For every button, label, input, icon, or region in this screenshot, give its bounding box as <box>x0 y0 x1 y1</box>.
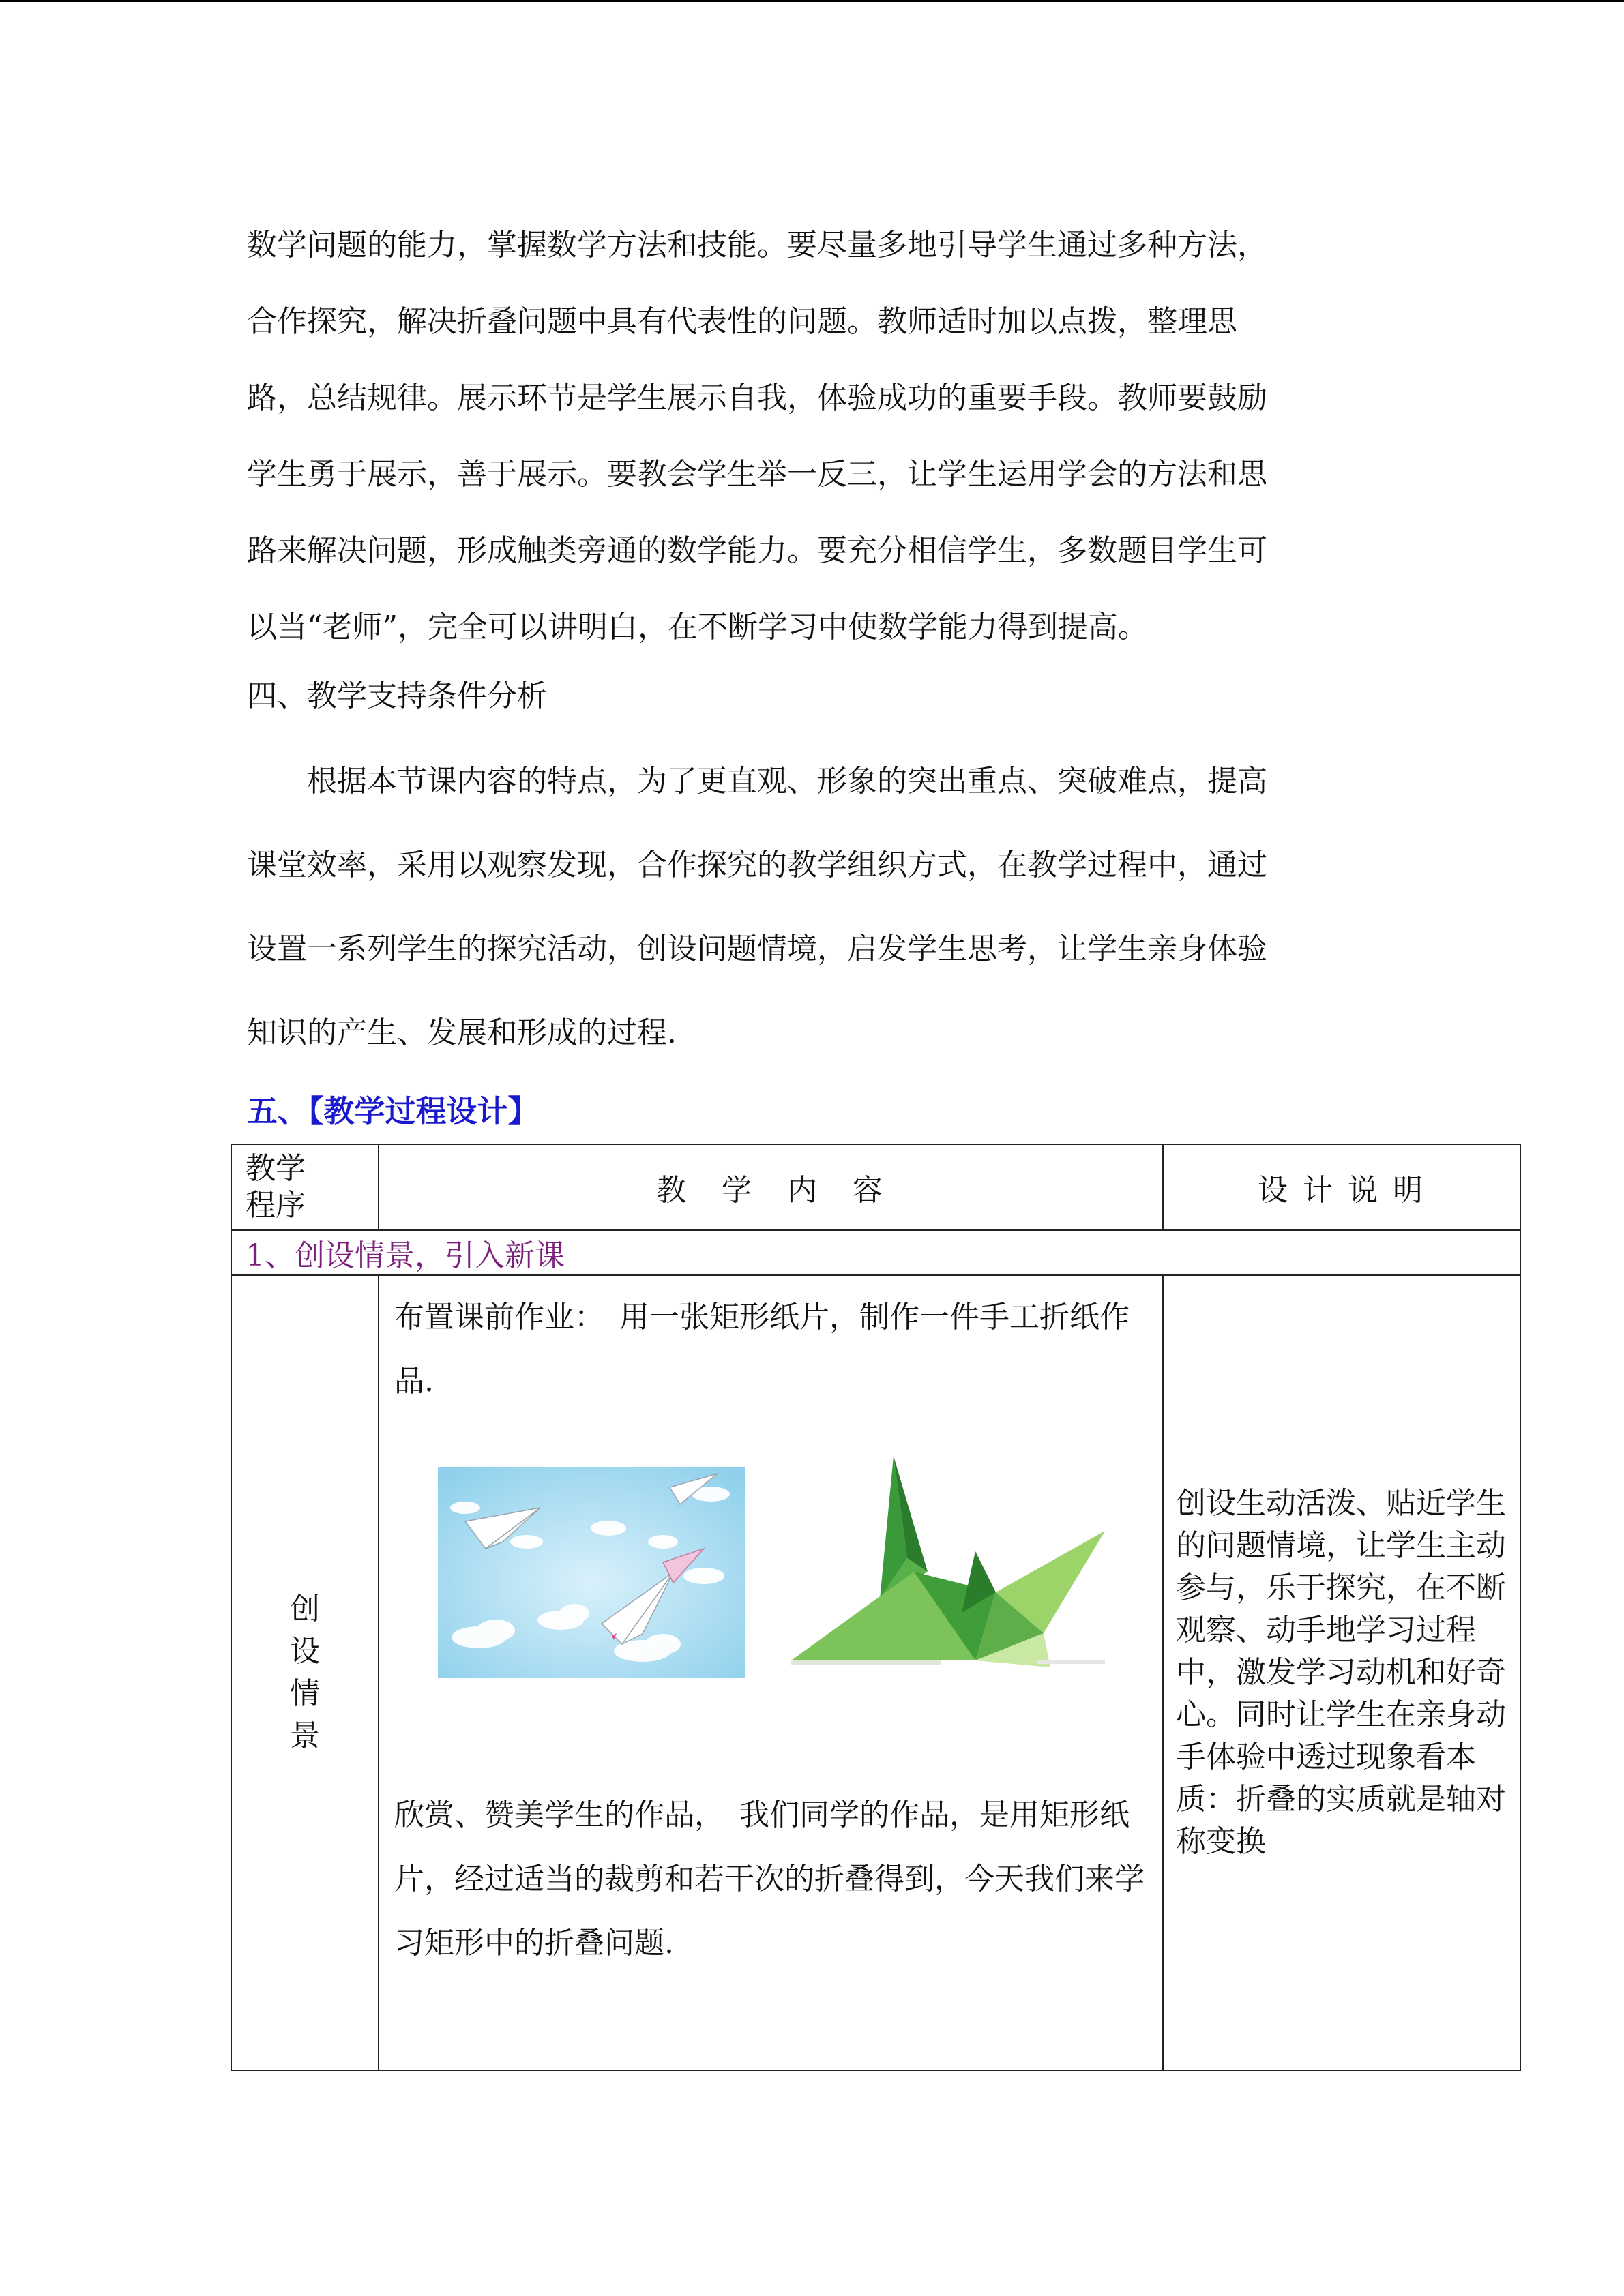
intro-line: 路，总结规律。展示环节是学生展示自我，体验成功的重要手段。教师要鼓励 <box>247 381 1267 415</box>
header-program-line1: 教学 <box>246 1151 306 1186</box>
step1-label-char: 景 <box>290 1718 320 1753</box>
paper-planes-image <box>438 1467 745 1678</box>
intro-line: 数学问题的能力，掌握数学方法和技能。要尽量多地引导学生通过多种方法， <box>247 228 1267 263</box>
intro-line: 以当“老师”，完全可以讲明白，在不断学习中使数学能力得到提高。 <box>247 610 1148 644</box>
step1-label-char: 创 <box>290 1592 320 1626</box>
section4-line: 根据本节课内容的特点，为了更直观、形象的突出重点、突破难点，提高 <box>247 764 1267 799</box>
step1-row <box>231 1275 1520 2070</box>
paper-crane-image <box>791 1456 1106 1681</box>
section5-heading: 五、【教学过程设计】 <box>247 1093 539 1129</box>
header-program-line2: 程序 <box>246 1188 306 1223</box>
section4-heading: 四、教学支持条件分析 <box>247 679 547 713</box>
table-header-row <box>231 1144 1520 1230</box>
step1-content-bottom: 欣赏、赞美学生的作品， 我们同学的作品，是用矩形纸片，经过适当的裁剪和若干次的折叠得到，今天我们来学习矩形中的折叠问题. <box>394 1798 1145 1960</box>
section4-line: 知识的产生、发展和形成的过程. <box>247 1015 677 1050</box>
page-top-border <box>0 0 1624 2</box>
intro-line: 路来解决问题，形成触类旁通的数学能力。要充分相信学生，多数题目学生可 <box>247 533 1267 568</box>
step1-design-note: 创设生动活泼、贴近学生的问题情境，让学生主动参与，乐于探究，在不断观察、动手地学习过程中，激发学习动机和好奇心。同时让学生在亲身动手体验中透过现象看本质：折叠的实质就是轴对称变换 <box>1163 1275 1520 2070</box>
section4-line: 课堂效率，采用以观察发现，合作探究的教学组织方式，在教学过程中，通过 <box>247 848 1267 882</box>
intro-line: 合作探究，解决折叠问题中具有代表性的问题。教师适时加以点拨，整理思 <box>247 304 1237 339</box>
step1-title: 1、创设情景，引入新课 <box>231 1230 1520 1275</box>
teaching-process-table <box>231 1144 1521 2071</box>
intro-line: 学生勇于展示，善于展示。要教会学生举一反三，让学生运用学会的方法和思 <box>247 457 1267 492</box>
header-content-cell: 教 学 内 容 <box>379 1144 1163 1230</box>
step1-content-cell <box>379 1275 1163 2070</box>
header-design-cell: 设 计 说 明 <box>1163 1144 1520 1230</box>
step1-label-char: 情 <box>290 1676 320 1711</box>
header-program-cell <box>231 1144 379 1230</box>
step1-content-top: 布置课前作业： 用一张矩形纸片，制作一件手工折纸作品. <box>394 1300 1130 1399</box>
step1-label-char: 设 <box>290 1634 320 1669</box>
step1-title-row <box>231 1230 1520 1275</box>
section4-line: 设置一系列学生的探究活动，创设问题情境，启发学生思考，让学生亲身体验 <box>247 931 1267 966</box>
step1-label-cell <box>231 1275 379 2070</box>
